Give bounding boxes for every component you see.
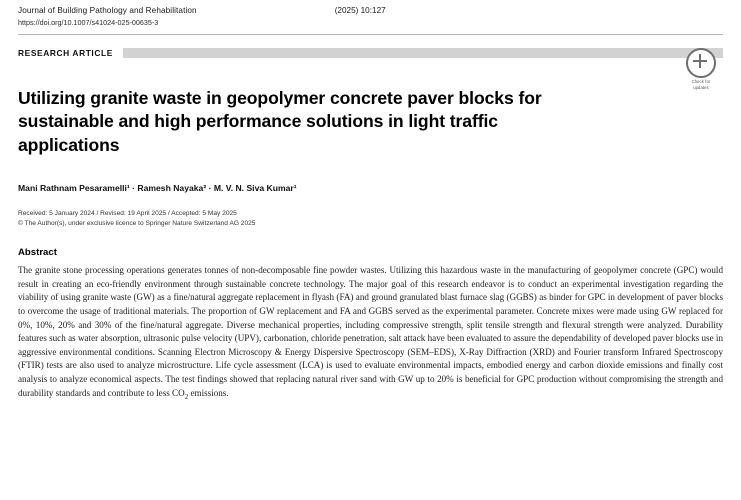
crossmark-icon (686, 48, 716, 78)
abstract-text (18, 264, 723, 402)
article-type-band (18, 45, 723, 61)
journal-name: Journal of Building Pathology and Rehabilitation (18, 6, 197, 15)
header-divider (18, 34, 723, 35)
copyright-line: © The Author(s), under exclusive licence to Springer Nature Switzerland AG 2025 (18, 220, 256, 228)
article-type-rule (123, 48, 723, 58)
abstract-heading: Abstract (18, 246, 57, 258)
journal-volume-issue: (2025) 10:127 (334, 6, 386, 15)
author-list: Mani Rathnam Pesaramelli¹ · Ramesh Nayaka² · M. V. N. Siva Kumar¹ (18, 183, 297, 194)
crossmark-badge[interactable] (679, 48, 723, 91)
journal-doi-link[interactable]: https://doi.org/10.1007/s41024-025-00635-3 (18, 18, 159, 27)
abstract-main-text: The granite stone processing operations generates tonnes of non-decomposable fine powder wastes. Utilizing this hazardous waste in the manufacturing of geopolymer concrete (GPC) would result in creating an eco-friendly environment through sustainable concrete technology. The major goal of this research endeavor is to conduct an experimental investigation regarding the viability of using granite waste (GW) as a fine/natural aggregate replacement in flyash (FA) and ground granulated blast furnace slag (GGBS) as binder for GPC in development of paver blocks to overcome the usage of traditional materials. The proportion of GW replacement and FA and GGBS served as the experimental parameter. Concrete mixes were made using GW replaced for 0%, 10%, 20% and 30% of the fine/natural aggregate. Diverse mechanical properties, including compressive strength, split tensile strength and flexural strength were analyzed. Durability features such as water absorption, ultrasonic pulse velocity (UPV), carbonation, chloride penetration, salt attack have been evaluated to assure the dependability of developed paver blocks use in aggressive environmental conditions. Scanning Electron Microscopy & Energy Dispersive Spectroscopy (SEM–EDS), X-Ray Diffraction (XRD) and Fourier transform Infrared Spectroscopy (FTIR) tests are also used to analyze microstructure. Life cycle assessment (LCA) is used to evaluate environmental impacts, embodied energy and carbon dioxide emissions and finally cost analysis to analyze economical aspects. The test findings showed that replacing natural river sand with GW up to 20% is beneficial for GPC production without compromising the strength and durability standards and contribute to less CO (18, 264, 723, 398)
crossmark-label-line1: Check for (691, 79, 711, 84)
abstract-tail-text: emissions. (188, 387, 229, 398)
abstract-subscript: 2 (184, 392, 189, 401)
article-history: Received: 5 January 2024 / Revised: 19 April 2025 / Accepted: 5 May 2025 (18, 210, 237, 218)
journal-header (18, 0, 723, 27)
article-type-label: RESEARCH ARTICLE (18, 48, 123, 58)
crossmark-label-line2: updates (693, 85, 709, 91)
journal-header-line (18, 6, 723, 15)
page-title: Utilizing granite waste in geopolymer concrete paver blocks for sustainable and high performance solutions in light traffic applications (18, 88, 542, 155)
